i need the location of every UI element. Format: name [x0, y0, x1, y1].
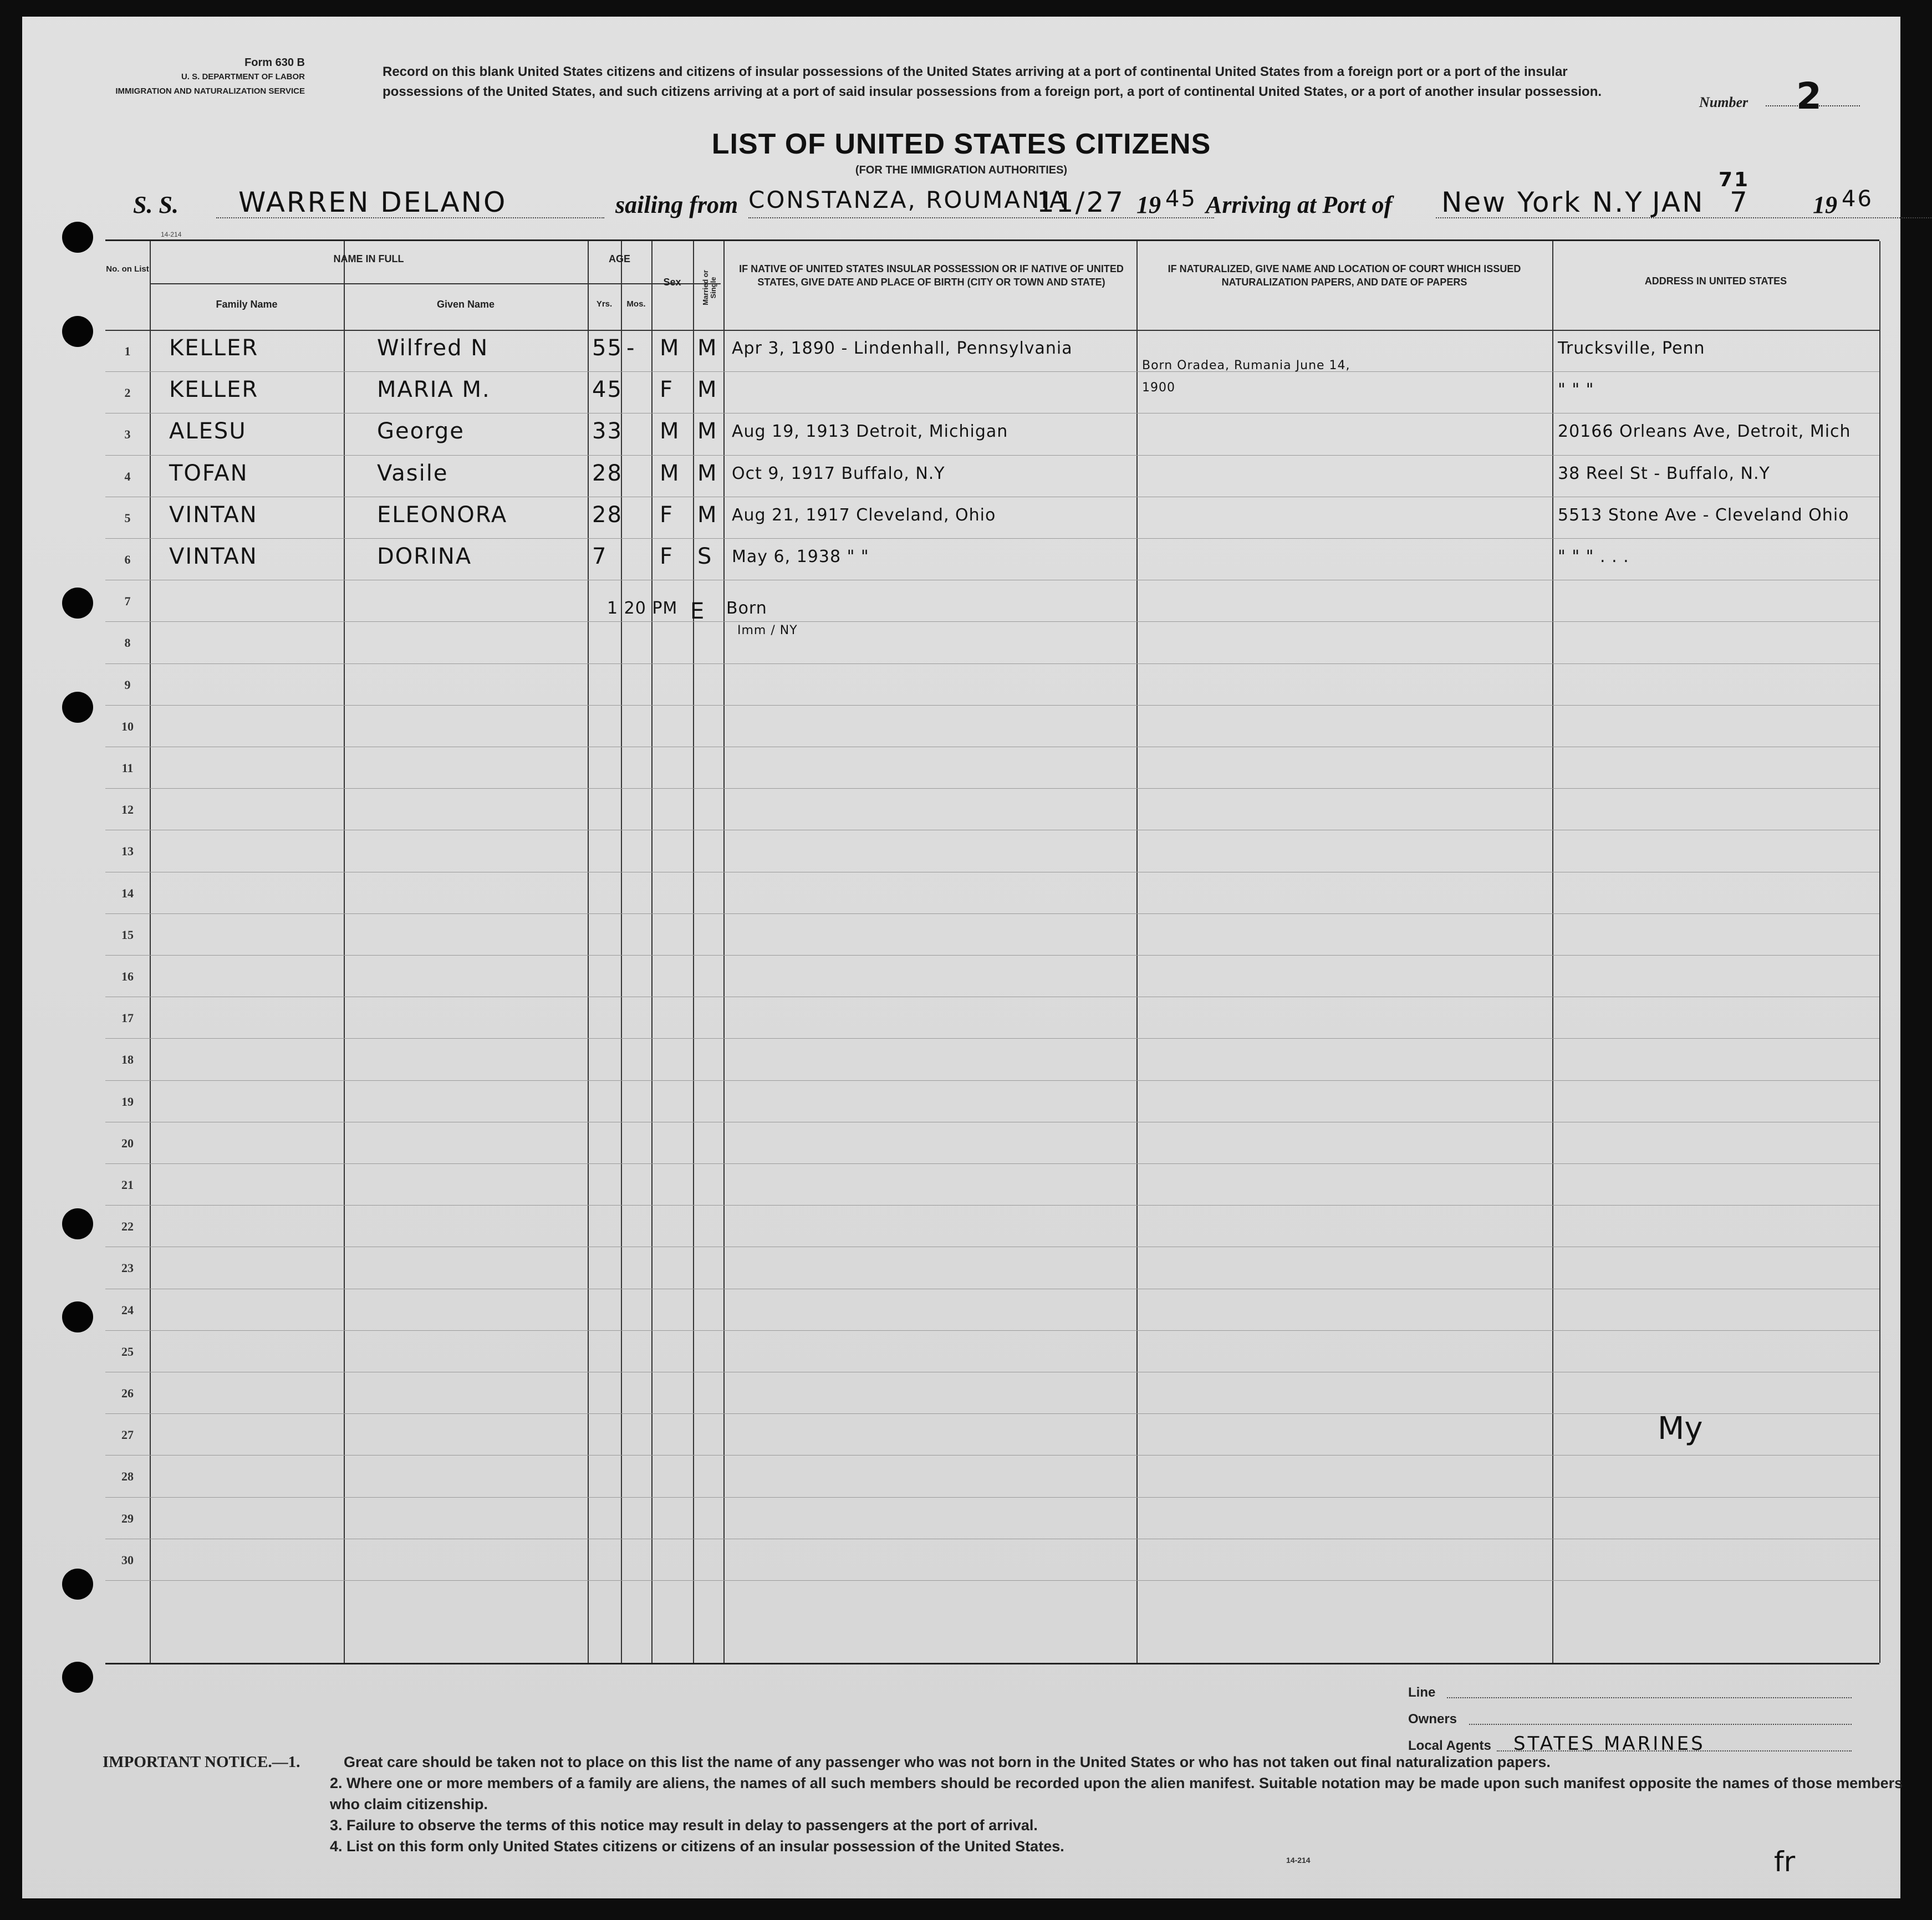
- family-name-cell: TOFAN: [169, 460, 248, 486]
- age-years-cell: 33: [592, 418, 623, 445]
- naturalization-cell: Born Oradea, Rumania June 14, 1900: [1142, 359, 1350, 395]
- punch-hole: [62, 692, 93, 723]
- row-number: 22: [121, 1219, 134, 1234]
- birth-info-cell: May 6, 1938 " ": [732, 547, 869, 566]
- row-number: 19: [121, 1094, 134, 1109]
- family-name-cell: VINTAN: [169, 544, 258, 569]
- row-number: 15: [121, 927, 134, 942]
- row-number: 25: [121, 1344, 134, 1359]
- address-cell: 20166 Orleans Ave, Detroit, Mich: [1558, 422, 1851, 442]
- number-label: Number: [1699, 94, 1749, 110]
- local-agents-value: STATES MARINES: [1513, 1733, 1705, 1755]
- header-bottom-rule: [105, 330, 1879, 331]
- given-name-cell: Vasile: [377, 460, 448, 486]
- header-naturalized: IF NATURALIZED, GIVE NAME AND LOCATION OF COURT WHICH ISSUED NATURALIZATION PAPERS, AND DATE OF PAPERS: [1168, 263, 1521, 288]
- address-cell: Trucksville, Penn: [1558, 339, 1705, 358]
- department-name: U. S. DEPARTMENT OF LABOR: [181, 72, 305, 81]
- row-rule: [105, 1163, 1879, 1164]
- arrival-port: New York N.Y: [1441, 186, 1644, 218]
- agents-block: [1408, 1679, 1852, 1759]
- given-name-cell: DORINA: [377, 544, 472, 569]
- row-rule: [105, 705, 1879, 706]
- row7-birth-note-2: Imm / NY: [737, 624, 798, 637]
- number-value: 2: [1796, 75, 1822, 118]
- header-age-yrs: Yrs.: [596, 299, 613, 309]
- arrival-month: JAN: [1652, 186, 1705, 218]
- row-number: 28: [121, 1469, 134, 1484]
- row-number: 21: [121, 1178, 134, 1192]
- row-number: 5: [124, 510, 131, 525]
- row-number: 8: [124, 636, 131, 650]
- ss-label: S. S.: [133, 191, 179, 218]
- birth-info-cell: Oct 9, 1917 Buffalo, N.Y: [732, 463, 945, 483]
- printing-code-bottom: 14-214: [1286, 1856, 1311, 1865]
- departure-port: CONSTANZA, ROUMANIA: [748, 186, 1067, 213]
- notice-item-4: 4. List on this form only United States citizens or citizens of an insular possession of the United States.: [330, 1838, 1064, 1855]
- family-name-cell: VINTAN: [169, 502, 258, 528]
- notice-item-1: Great care should be taken not to place on this list the name of any passenger who was not born in the United States or who has not taken out final naturalization papers.: [344, 1754, 1551, 1770]
- marital-status-cell: M: [697, 418, 718, 445]
- row-rule: [105, 1497, 1879, 1498]
- family-name-cell: KELLER: [169, 377, 259, 403]
- family-name-cell: KELLER: [169, 335, 259, 361]
- row-number: 2: [124, 386, 131, 400]
- row-number: 12: [121, 803, 134, 817]
- age-years-cell: 55: [592, 335, 623, 361]
- given-name-cell: George: [377, 418, 465, 445]
- header-family-name: Family Name: [216, 299, 278, 310]
- row-number: 7: [124, 594, 131, 609]
- row-number: 1: [124, 344, 131, 358]
- row-number: 10: [121, 719, 134, 733]
- address-cell: 5513 Stone Ave - Cleveland Ohio: [1558, 505, 1849, 525]
- form-number: Form 630 B: [244, 57, 305, 69]
- row-rule: [105, 913, 1879, 914]
- service-name: IMMIGRATION AND NATURALIZATION SERVICE: [115, 86, 305, 96]
- row-number: 17: [121, 1011, 134, 1025]
- marital-status-cell: S: [697, 544, 713, 569]
- header-age-mos: Mos.: [626, 299, 646, 309]
- form-identification: [55, 55, 305, 99]
- arriving-label: Arriving at Port of: [1206, 191, 1393, 218]
- row-number: 27: [121, 1428, 134, 1442]
- row-rule: [105, 1330, 1879, 1331]
- row-rule: [105, 1205, 1879, 1206]
- owners-label: Owners: [1408, 1712, 1457, 1727]
- given-name-cell: Wilfred N: [377, 335, 489, 361]
- punch-hole: [62, 222, 93, 253]
- printing-code: 14-214: [161, 231, 182, 238]
- row-number: 4: [124, 469, 131, 483]
- row7-age-note: 1 20 PM: [607, 599, 678, 618]
- family-name-cell: ALESU: [169, 418, 247, 445]
- column-divider: [1879, 241, 1880, 1663]
- page-title: LIST OF UNITED STATES CITIZENS: [711, 128, 1211, 160]
- row7-sex-note: E: [690, 599, 706, 624]
- arrival-day-correction: 71: [1719, 168, 1750, 191]
- row7-birth-note: Born: [726, 599, 767, 618]
- owners-row: [1408, 1706, 1852, 1733]
- address-cell: " " ": [1558, 380, 1594, 400]
- punch-hole: [62, 1208, 93, 1239]
- line-row: [1408, 1679, 1852, 1706]
- row-rule: [105, 788, 1879, 789]
- sailing-date: 11/27: [1037, 186, 1125, 218]
- row-rule: [105, 538, 1879, 539]
- year-prefix: 19: [1136, 191, 1161, 218]
- row-number: 30: [121, 1553, 134, 1567]
- birth-info-cell: Aug 21, 1917 Cleveland, Ohio: [732, 505, 996, 525]
- sex-cell: M: [660, 335, 680, 361]
- row-rule: [105, 1580, 1879, 1581]
- sex-cell: M: [660, 460, 680, 486]
- sex-cell: F: [660, 377, 674, 403]
- marital-status-cell: M: [697, 460, 718, 486]
- sex-cell: F: [660, 544, 674, 569]
- row-number: 6: [124, 553, 131, 566]
- dotted-line: [1447, 1697, 1852, 1698]
- row-number: 14: [121, 886, 134, 900]
- row-rule: [105, 1038, 1879, 1039]
- sailing-label: sailing from: [615, 191, 738, 218]
- row-number: 18: [121, 1053, 134, 1067]
- year-prefix: 19: [1813, 191, 1837, 218]
- row-number: 11: [121, 761, 134, 775]
- punch-hole: [62, 1662, 93, 1693]
- manifest-page: [22, 17, 1903, 1898]
- header-address: ADDRESS IN UNITED STATES: [1644, 275, 1787, 287]
- sailing-year: 45: [1165, 186, 1197, 212]
- marital-status-cell: M: [697, 377, 718, 403]
- row-rule: [105, 955, 1879, 956]
- row-number: 3: [124, 427, 131, 442]
- birth-info-cell: Apr 3, 1890 - Lindenhall, Pennsylvania: [732, 339, 1073, 358]
- marital-status-cell: M: [697, 335, 718, 361]
- row-number: 26: [121, 1386, 134, 1400]
- row-rule: [105, 455, 1879, 456]
- arrival-year: 46: [1842, 186, 1873, 212]
- header-age: AGE: [608, 253, 630, 264]
- handwritten-mark: fr: [1774, 1846, 1796, 1878]
- row-number: 13: [121, 844, 134, 859]
- given-name-cell: ELEONORA: [377, 502, 508, 528]
- row-rule: [105, 1413, 1879, 1414]
- row-number: 24: [121, 1303, 134, 1317]
- age-years-cell: 45: [592, 377, 623, 403]
- punch-hole: [62, 588, 93, 619]
- row-rule: [105, 1455, 1879, 1456]
- header-native-birth: IF NATIVE OF UNITED STATES INSULAR POSSESSION OR IF NATIVE OF UNITED STATES, GIVE DATE AND PLACE OF BIRTH (CITY OR TOWN AND STATE): [739, 263, 1124, 288]
- header-name-in-full: NAME IN FULL: [333, 253, 404, 264]
- page-subtitle: (FOR THE IMMIGRATION AUTHORITIES): [855, 164, 1068, 176]
- record-instruction: Record on this blank United States citizens and citizens of insular possessions of the United States arriving at a port of continental United States from a foreign port or a port of the insular possessions of the United States, and such citizens arriving at a port of said insular possessions from a foreign port, a port of continental United States, or a port of another insular possession.: [383, 64, 1602, 99]
- punch-hole: [62, 1301, 93, 1332]
- line-label: Line: [1408, 1685, 1436, 1700]
- local-agents-label: Local Agents: [1408, 1738, 1491, 1753]
- row-number: 20: [121, 1136, 134, 1150]
- arrival-day: 7: [1730, 186, 1749, 218]
- header-given-name: Given Name: [436, 299, 495, 310]
- handwritten-initials: My: [1658, 1411, 1703, 1447]
- notice-item-3: 3. Failure to observe the terms of this notice may result in delay to passengers at the port of arrival.: [330, 1817, 1038, 1834]
- age-years-cell: 7: [592, 544, 608, 569]
- birth-info-cell: Aug 19, 1913 Detroit, Michigan: [732, 422, 1008, 442]
- passenger-table: [105, 239, 1879, 1664]
- header-no-on-list: No. on List: [106, 264, 149, 274]
- sex-cell: F: [660, 502, 674, 528]
- notice-heading: IMPORTANT NOTICE.—1.: [103, 1753, 300, 1771]
- given-name-cell: MARIA M.: [377, 377, 491, 403]
- age-years-cell: 28: [592, 502, 623, 528]
- row-number: 9: [124, 677, 131, 692]
- row-rule: [105, 371, 1879, 372]
- address-cell: 38 Reel St - Buffalo, N.Y: [1558, 463, 1770, 483]
- marital-status-cell: M: [697, 502, 718, 528]
- punch-hole: [62, 1569, 93, 1600]
- row-rule: [105, 1080, 1879, 1081]
- age-months-cell: -: [626, 335, 636, 361]
- row-rule: [105, 663, 1879, 664]
- header-married-or-single: Married or Single: [701, 270, 717, 305]
- header-divider: [150, 283, 721, 284]
- header-sex: Sex: [663, 277, 681, 288]
- ship-name: WARREN DELANO: [238, 186, 507, 218]
- row-number: 16: [121, 969, 134, 983]
- punch-hole: [62, 316, 93, 347]
- sex-cell: M: [660, 418, 680, 445]
- address-cell: " " " . . .: [1558, 547, 1629, 566]
- row-rule: [105, 621, 1879, 622]
- row-number: 29: [121, 1511, 134, 1525]
- dotted-line: [1469, 1724, 1852, 1725]
- age-years-cell: 28: [592, 460, 623, 486]
- notice-item-2: 2. Where one or more members of a family are aliens, the names of all such members should be recorded upon the alien manifest. Suitable notation may be made upon such manifest opposite the names of those members who claim citizenship.: [330, 1775, 1903, 1812]
- row-number: 23: [121, 1261, 134, 1275]
